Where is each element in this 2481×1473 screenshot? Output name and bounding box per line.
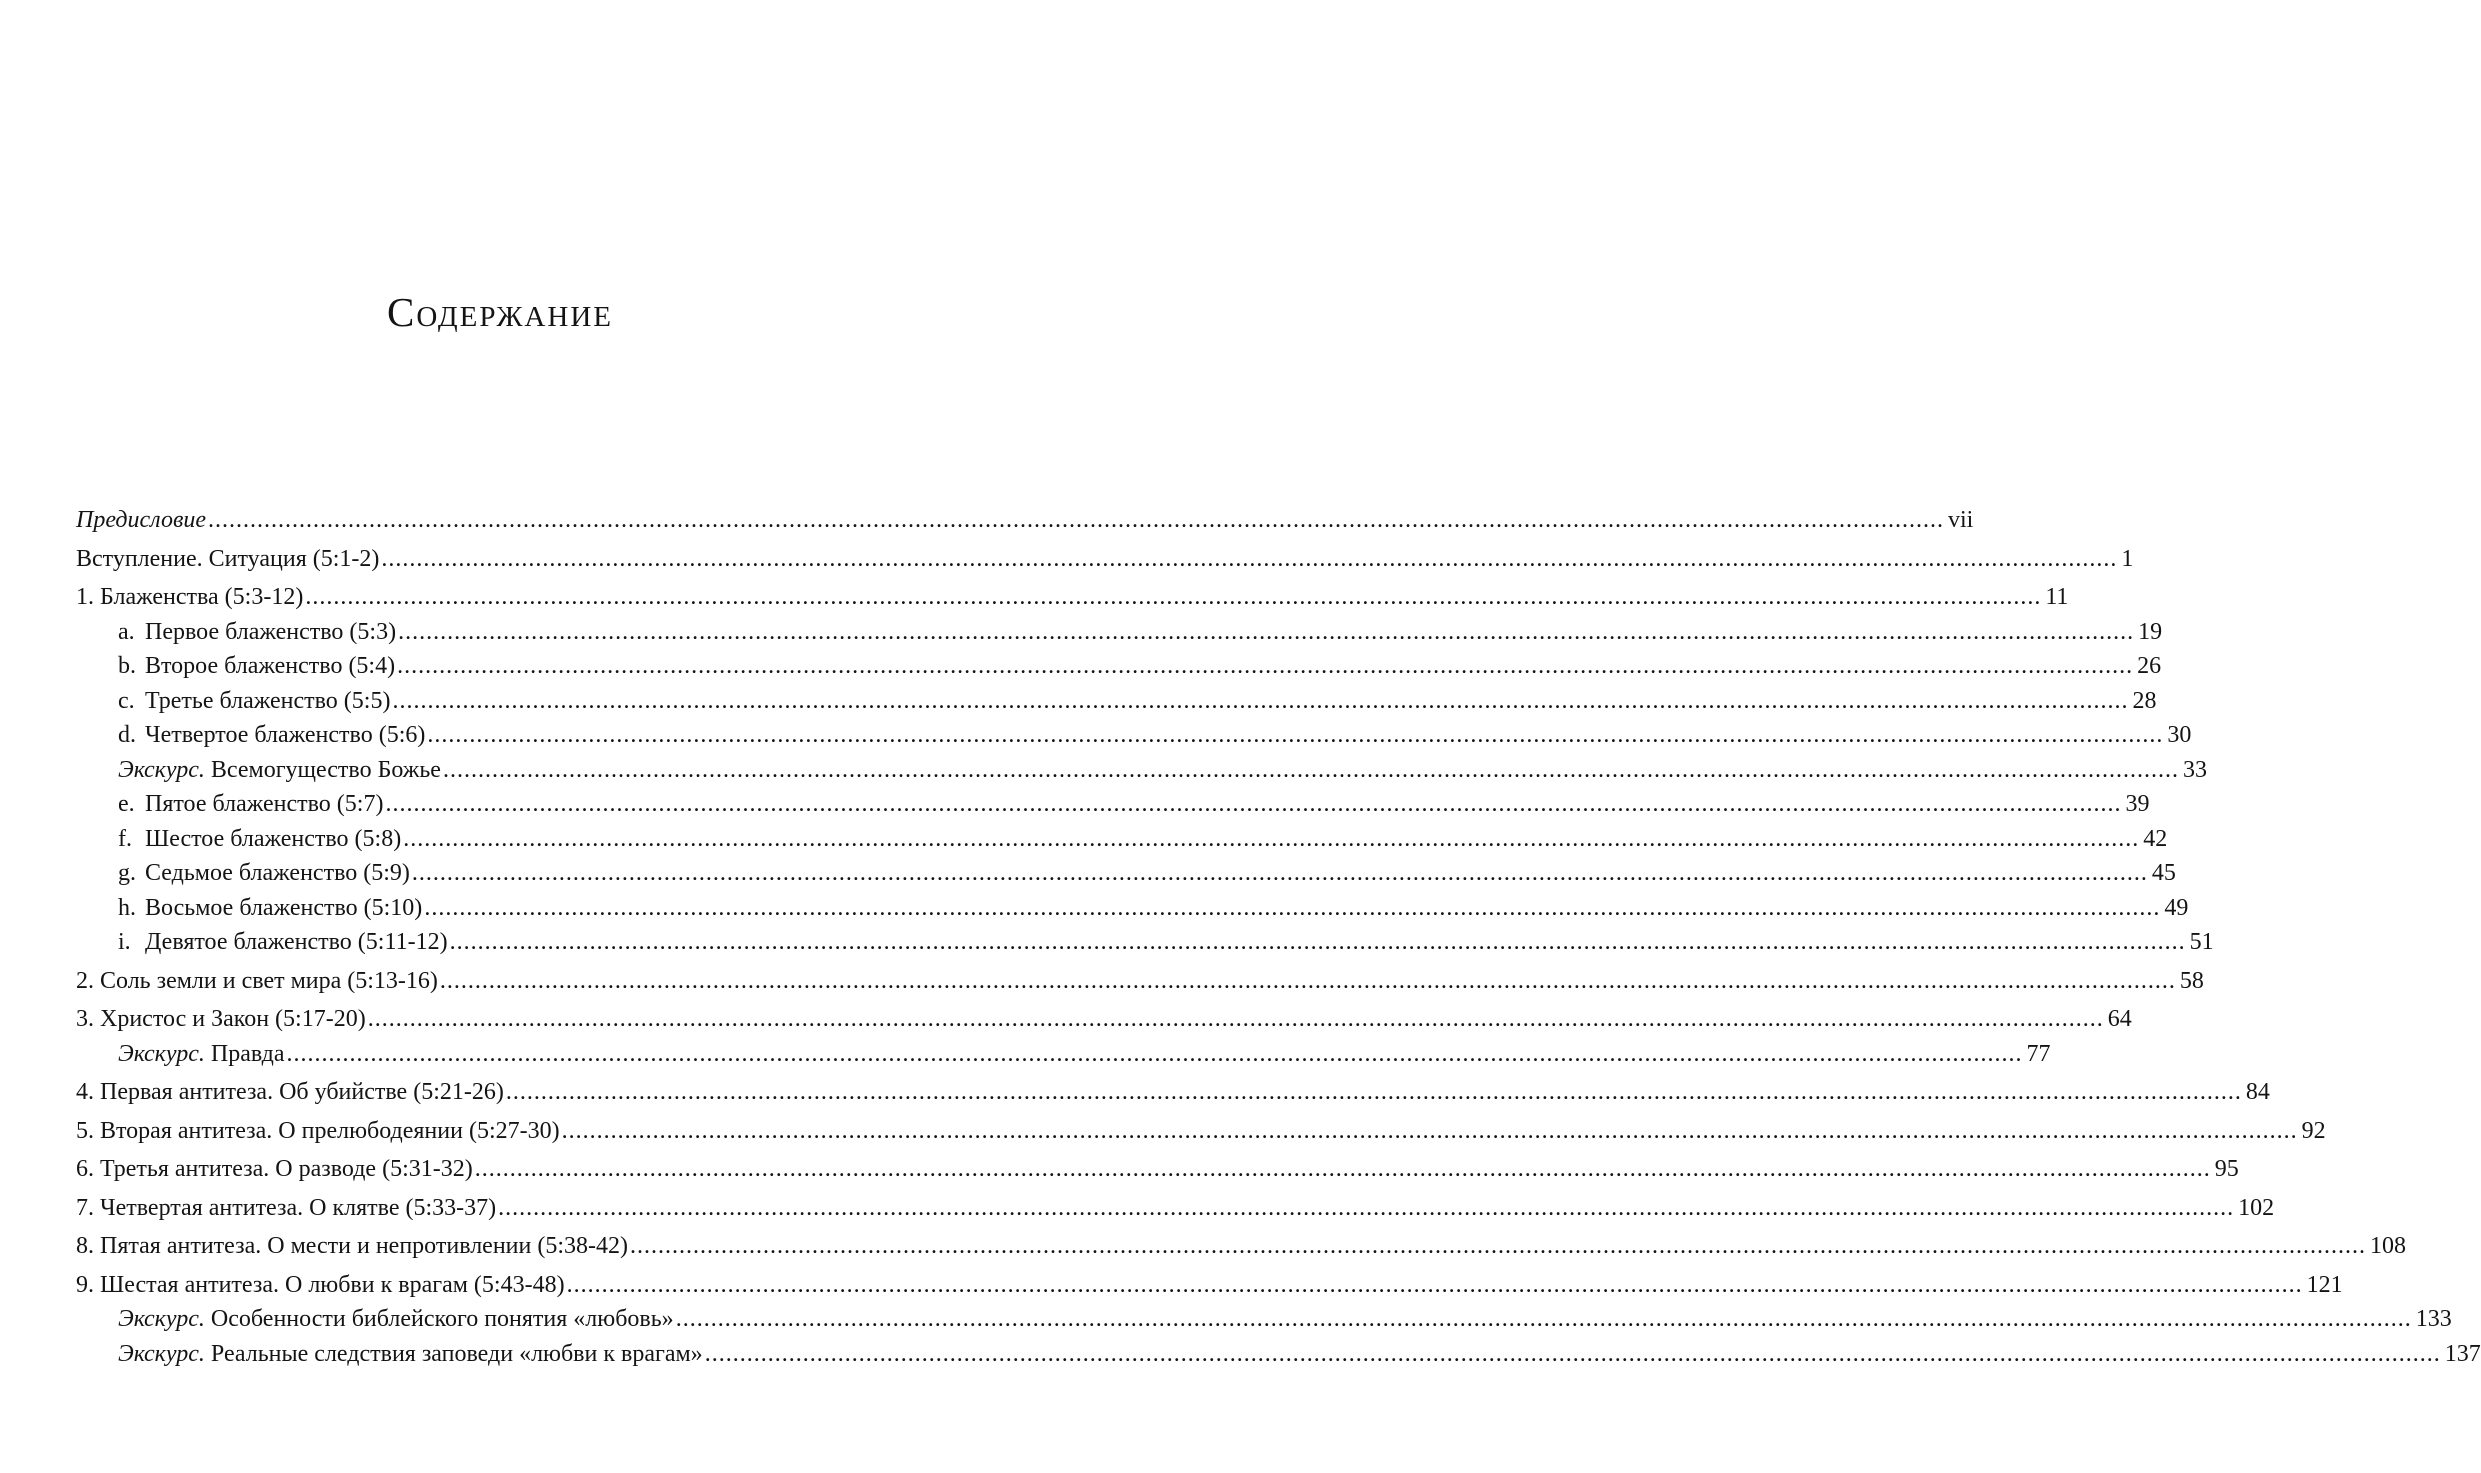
toc-entry-title [76, 1152, 473, 1187]
toc-page-number: 133 [2415, 1306, 2452, 1332]
toc-leader-dots [208, 503, 1944, 538]
toc-entry [76, 1002, 2132, 1037]
toc-entry-text: 6. Третья антитеза. О разводе (5:31-32) [76, 1156, 473, 1182]
toc-page-number: 42 [2143, 825, 2168, 852]
toc-leader-dots [287, 1037, 2023, 1072]
toc-leader-dots [412, 856, 2148, 891]
toc-leader-dots [705, 1337, 2441, 1372]
toc-leader-dots [562, 1114, 2298, 1149]
toc-page-number: vii [1948, 507, 1974, 533]
toc-leader-dots [450, 925, 2186, 960]
toc-entry [76, 718, 2192, 753]
toc-entry [76, 580, 2069, 615]
toc-page-number: 51 [2189, 929, 2214, 955]
toc-entry-lead: Экскурс. [118, 1306, 205, 1332]
toc-entry-marker: e. [118, 791, 135, 817]
toc-entry-marker: d. [118, 722, 136, 748]
toc-entry-marker: g. [118, 860, 136, 886]
toc-leader-dots [498, 1191, 2234, 1226]
toc-entry-lead: Экскурс. [118, 1040, 205, 1067]
toc-entry [76, 1337, 2481, 1372]
toc-entry-title [118, 1302, 674, 1337]
toc-entry-title [118, 822, 401, 857]
toc-page-number: 95 [2214, 1156, 2239, 1182]
toc-entry-title [76, 580, 303, 615]
toc-entry-title [118, 649, 395, 684]
toc-leader-dots [475, 1152, 2211, 1187]
toc-entry [76, 542, 2134, 577]
page-title: Содержание [387, 289, 613, 335]
toc-entry [76, 822, 2168, 857]
toc-entry-title [76, 1075, 504, 1110]
toc-entry-text: Первое блаженство (5:3) [145, 618, 397, 645]
toc-entry-marker: f. [118, 825, 132, 852]
toc-entry [76, 684, 2157, 719]
toc-entry-title [76, 1229, 628, 1264]
toc-leader-dots [381, 542, 2117, 577]
toc-entry [76, 649, 2162, 684]
toc-leader-dots [368, 1002, 2104, 1037]
toc-leader-dots [567, 1268, 2303, 1303]
toc-entry-text: 4. Первая антитеза. Об убийстве (5:21-26) [76, 1079, 504, 1105]
toc-leader-dots [506, 1075, 2242, 1110]
toc-entry [76, 615, 2163, 650]
toc-entry-marker: c. [118, 687, 135, 714]
toc-leader-dots [427, 718, 2163, 753]
toc-entry-title [118, 684, 390, 719]
toc-page-number: 49 [2164, 894, 2189, 921]
toc-entry-text: Особенности библейского понятия «любовь» [210, 1306, 674, 1332]
toc-entry [76, 753, 2207, 788]
toc-entry-text: Правда [210, 1040, 285, 1067]
toc-leader-dots [398, 615, 2134, 650]
toc-entry-text: 9. Шестая антитеза. О любви к врагам (5:43-48) [76, 1271, 565, 1298]
toc-entry-lead: Экскурс. [118, 1340, 205, 1367]
toc-entry-title [118, 925, 448, 960]
toc-page-number: 1 [2121, 545, 2134, 572]
toc-entry-text: Вступление. Ситуация (5:1-2) [76, 545, 380, 572]
toc-page-number: 30 [2167, 722, 2192, 748]
toc-leader-dots [305, 580, 2041, 615]
toc-entry-title [118, 615, 396, 650]
toc-page-number: 19 [2138, 618, 2163, 645]
toc-page-number: 137 [2444, 1340, 2481, 1367]
toc-entry-title [76, 1002, 366, 1037]
toc-entry-marker: a. [118, 618, 135, 645]
toc-entry [76, 1191, 2275, 1226]
toc-page-number: 84 [2245, 1079, 2270, 1105]
toc-entry-title [118, 1337, 703, 1372]
toc-entry-text: Третье блаженство (5:5) [145, 687, 391, 714]
toc-entry [76, 503, 1974, 538]
toc-page-number: 108 [2370, 1233, 2407, 1259]
toc-entry [76, 1037, 2051, 1072]
toc-entry-lead: Экскурс. [118, 756, 205, 783]
toc-entry-title [76, 1114, 560, 1149]
toc-entry [76, 1075, 2270, 1110]
toc-entry-text: 1. Блаженства (5:3-12) [76, 584, 304, 610]
toc-entry-text: 8. Пятая антитеза. О мести и непротивлении (5:38-42) [76, 1233, 629, 1259]
toc-entry [76, 964, 2204, 999]
toc-entry-title [118, 891, 422, 926]
toc-entry-text: Девятое блаженство (5:11-12) [145, 929, 448, 955]
toc-entry-text: Реальные следствия заповеди «любви к врагам» [210, 1340, 703, 1367]
toc-page-number: 77 [2026, 1040, 2051, 1067]
toc-leader-dots [397, 649, 2133, 684]
toc-entry [76, 856, 2176, 891]
toc-entry [76, 787, 2150, 822]
toc-leader-dots [676, 1302, 2412, 1337]
toc-entry-text: Четвертое блаженство (5:6) [145, 722, 426, 748]
toc-entry-title [76, 1268, 565, 1303]
toc-entry-title [76, 503, 206, 538]
toc-page-number: 45 [2151, 860, 2176, 886]
toc-entry [76, 1152, 2239, 1187]
toc-entry-title [118, 787, 383, 822]
toc-entry-text: 5. Вторая антитеза. О прелюбодеянии (5:27-30) [76, 1117, 560, 1144]
toc-entry-text: Пятое блаженство (5:7) [145, 791, 384, 817]
toc-entry [76, 1114, 2326, 1149]
toc-entry-title [118, 753, 441, 788]
toc-page-number: 39 [2125, 791, 2150, 817]
toc-leader-dots [443, 753, 2179, 788]
toc-entry-marker: b. [118, 653, 136, 679]
toc-entry-title [118, 718, 425, 753]
toc-entry-title [118, 1037, 285, 1072]
toc-entry-text: Шестое блаженство (5:8) [145, 825, 402, 852]
toc-entry-text: Всемогущество Божье [210, 756, 441, 783]
toc-entry [76, 891, 2189, 926]
toc-leader-dots [440, 964, 2176, 999]
toc-page-number: 28 [2132, 687, 2157, 714]
toc-entry [76, 1302, 2452, 1337]
toc-page-number: 26 [2137, 653, 2162, 679]
toc-entry-text: Восьмое блаженство (5:10) [145, 894, 423, 921]
toc-entry-lead: Предисловие [76, 507, 207, 533]
toc-entry-text: 2. Соль земли и свет мира (5:13-16) [76, 967, 438, 994]
toc-page-number: 58 [2179, 967, 2204, 994]
toc-entry-title [118, 856, 410, 891]
toc-leader-dots [385, 787, 2121, 822]
toc-entry-text: Седьмое блаженство (5:9) [145, 860, 410, 886]
toc-entry-marker: i. [118, 929, 131, 955]
toc-entry-text: 3. Христос и Закон (5:17-20) [76, 1006, 366, 1032]
toc-entry [76, 1268, 2343, 1303]
table-of-contents [76, 503, 2481, 1371]
toc-leader-dots [392, 684, 2128, 719]
toc-entry-text: Второе блаженство (5:4) [145, 653, 396, 679]
toc-page-number: 11 [2045, 584, 2069, 610]
toc-leader-dots [630, 1229, 2366, 1264]
toc-page-number: 64 [2107, 1006, 2132, 1032]
toc-entry-title [76, 964, 438, 999]
toc-leader-dots [424, 891, 2160, 926]
toc-entry-marker: h. [118, 894, 136, 921]
toc-page-number: 33 [2182, 756, 2207, 783]
toc-entry-title [76, 1191, 496, 1226]
toc-leader-dots [403, 822, 2139, 857]
toc-entry-text: 7. Четвертая антитеза. О клятве (5:33-37) [76, 1194, 497, 1221]
toc-entry [76, 925, 2214, 960]
toc-page-number: 102 [2238, 1194, 2275, 1221]
toc-page-number: 92 [2301, 1117, 2326, 1144]
toc-entry-title [76, 542, 379, 577]
toc-page-number: 121 [2306, 1271, 2343, 1298]
toc-entry [76, 1229, 2407, 1264]
